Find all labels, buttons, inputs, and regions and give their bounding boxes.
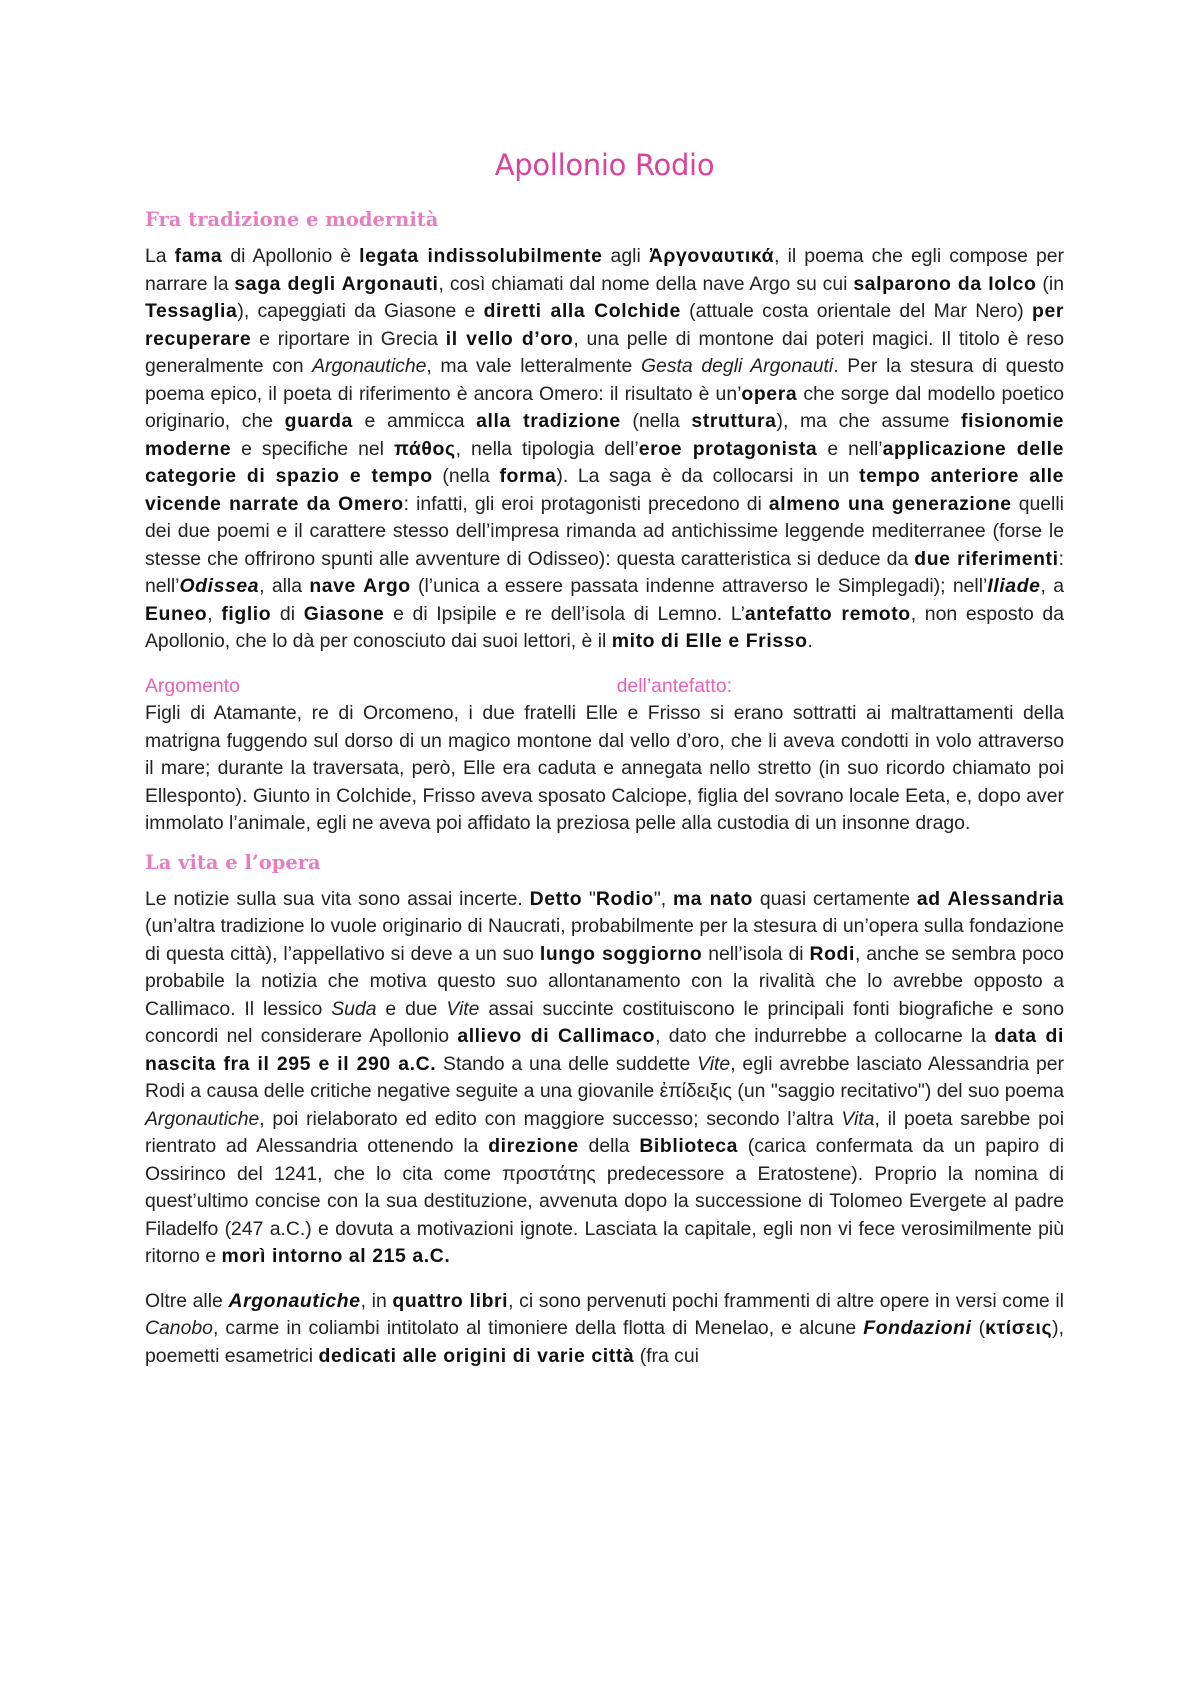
emphasis-text: direzione [488,1135,579,1157]
emphasis-text: salparono da Iolco [853,272,1037,295]
emphasis-text: data di nascita fra il 295 e il 290 a.C. [145,1025,1064,1075]
emphasis-text: tempo anteriore alle vicende narrate da Omero [145,465,1064,515]
emphasis-text: ma nato [672,887,753,910]
paragraph-opere [145,1288,1064,1371]
emphasis-text: Vita [841,1107,875,1130]
subheading-left: Argomento [145,674,240,697]
emphasis-text: Ἀργοναυτικά [648,245,775,267]
emphasis-text: due riferimenti [914,547,1059,570]
emphasis-text: Argonautiche [312,355,427,377]
subheading-right: dell’antefatto: [616,674,732,697]
emphasis-text: opera [741,382,798,405]
emphasis-text: Fondazioni [863,1317,972,1339]
emphasis-text: morì intorno al 215 a.C. [221,1245,451,1267]
body-text: , anche se sembra poco probabile la notizia che motiva questo suo allontanamento con la rivalità che lo avrebbe opposto a Callimaco. Il lessico [145,942,1064,1020]
emphasis-text: fisionomie moderne [145,410,1064,460]
body-text: (l’unica a essere passata indenne attraverso le Simplegadi); nell’ [410,575,988,597]
emphasis-text: Vite [697,1052,731,1075]
emphasis-text: Giasone [303,602,385,625]
emphasis-text: κτίσεις [985,1317,1053,1339]
emphasis-text: Argonautiche [228,1289,361,1312]
paragraph-vita [145,886,1064,1271]
emphasis-text: guarda [284,410,353,432]
emphasis-text: dedicati alle origini di varie città [318,1344,635,1367]
body-text: , il poema che egli compose per narrare la [145,245,1064,295]
body-text: nell’isola di [702,942,810,965]
emphasis-text: Rodi [809,942,855,965]
body-text: : infatti, gli eroi protagonisti precedono di [403,492,769,515]
emphasis-text: Euneo [145,602,208,625]
body-text: ), capeggiati da Giasone e [237,300,484,322]
body-text: e specifiche nel [231,437,394,460]
body-text: " [582,887,596,910]
emphasis-text: fama [174,245,223,267]
body-text: (in [1036,272,1064,295]
emphasis-text: saga degli Argonauti [234,272,439,295]
body-text: della [578,1135,640,1157]
body-text: (nella [432,465,500,487]
emphasis-text: Tessaglia [145,300,238,322]
body-text: , il poeta sarebbe poi rientrato ad Alessandria ottenendo la [145,1107,1065,1157]
body-text: e di Ipsipile e re dell’isola di Lemno. L’ [384,602,745,625]
body-text: : nell’ [145,547,1064,597]
emphasis-text: Argonautiche [145,1107,260,1130]
body-text: La [145,245,175,267]
emphasis-text: πάθος [394,437,456,460]
body-text: , così chiamati dal nome della nave Argo su cui [438,272,854,295]
section-heading-vita: La vita e l’opera [145,850,321,874]
emphasis-text: diretti alla Colchide [483,300,681,322]
body-text: , egli avrebbe lasciato Alessandria per Rodi a causa delle critiche negative seguite a una giovanile ἐπίδειξις (un "saggio recitativo") del suo poema [145,1052,1065,1102]
body-text: , poi rielaborato ed edito con maggiore successo; secondo l’altra [259,1107,842,1130]
section-heading-tradizione: Fra tradizione e modernità [145,208,439,231]
body-text: ). La saga è da collocarsi in un [556,465,860,487]
body-text: quelli dei due poemi e il carattere stesso dell’impresa rimanda ad antichissime leggende mediterranee (forse le stesse che offrirono spunti alle avventure di Odisseo): questa caratteristica si deduce da [145,492,1064,570]
emphasis-text: almeno una generazione [768,492,1012,515]
body-text: , ma vale letteralmente [426,355,641,377]
emphasis-text: nave Argo [309,575,411,597]
body-text: , carme in coliambi intitolato al timoniere della flotta di Menelao, e alcune [212,1317,864,1339]
body-text: , alla [259,575,310,597]
body-text: e riportare in Grecia [251,327,446,350]
subheading-antefatto [145,673,732,701]
body-text: . Per la stesura di questo poema epico, il poeta di riferimento è ancora Omero: il risultato è un’ [145,355,1065,405]
body-text: Le notizie sulla sua vita sono assai incerte. [145,887,530,910]
paragraph-antefatto [145,700,1064,838]
body-text: (un’altra tradizione lo vuole originario di Naucrati, probabilmente per la stesura di un’opera sulla fondazione di questa città), l’appellativo si deve a un suo [145,915,1064,965]
emphasis-text: struttura [691,410,777,432]
body-text: (fra cui [634,1344,699,1367]
body-text: che sorge dal modello poetico originario, che [145,382,1065,432]
emphasis-text: ad Alessandria [916,887,1064,910]
emphasis-text: Iliade [987,575,1041,597]
body-text: (nella [620,410,692,432]
body-text: agli [602,245,649,267]
paragraph-fama [145,243,1064,656]
emphasis-text: alla tradizione [476,410,621,432]
body-text: , nella tipologia dell’ [455,437,639,460]
emphasis-text: lungo soggiorno [539,942,703,965]
body-text: e ammicca [352,410,477,432]
emphasis-text: il vello d’oro [445,327,574,350]
emphasis-text: per recuperare [145,300,1065,350]
body-text: (attuale costa orientale del Mar Nero) [680,300,1033,322]
emphasis-text: figlio [221,602,272,625]
emphasis-text: Suda [331,997,377,1020]
body-text: ), poemetti esametrici [145,1317,1064,1367]
body-text: Figli di Atamante, re di Orcomeno, i due fratelli Elle e Frisso si erano sottratti ai maltrattamenti della matrigna fuggendo sul dorso di un magico montone dal vello d’oro, che li aveva condotti in volo attraverso il mare; durante la traversata, però, Elle era caduta e annegata nello stretto (in suo ricordo chiamato poi Ellesponto). Giunto in Colchide, Frisso aveva sposato Calciope, figlia del sovrano locale Eeta, e, dopo aver immolato l’animale, egli ne aveva poi affidato la preziosa pelle alla custodia di un insonne drago. [145,702,1064,834]
body-text: , [207,602,222,625]
body-text: , in [360,1289,393,1312]
emphasis-text: forma [499,465,557,487]
body-text: . [807,630,813,652]
body-text: di Apollonio è [222,245,360,267]
body-text: di [271,602,304,625]
body-text: assai succinte costituiscono le principali fonti biografiche e sono concordi nel considerare Apollonio [145,997,1064,1047]
emphasis-text: Gesta degli Argonauti [640,355,834,377]
emphasis-text: applicazione delle categorie di spazio e tempo [145,437,1064,487]
emphasis-text: Canobo [145,1317,213,1339]
emphasis-text: quattro libri [392,1289,509,1312]
emphasis-text: legata indissolubilmente [359,245,603,267]
emphasis-text: eroe protagonista [638,437,818,460]
body-text: (carica confermata da un papiro di Ossirinco del 1241, che lo cita come προστάτης predecessore a Eratostene). Proprio la nomina di quest’ultimo concise con la sua destituzione, avvenuta dopo la successione di Tolomeo Evergete al padre Filadelfo (247 a.C.) e dovuta a motivazioni ignote. Lasciata la capitale, egli non vi fece verosimilmente più ritorno e [145,1135,1065,1267]
emphasis-text: Detto [529,887,583,910]
body-text: , a [1040,575,1064,597]
body-text: quasi certamente [752,887,917,910]
body-text: ( [971,1317,986,1339]
body-text: e nell’ [817,437,883,460]
document-title: Apollonio Rodio [494,148,715,182]
body-text: , dato che indurrebbe a collocarne la [655,1025,995,1047]
body-text: , una pelle di montone dai poteri magici. Il titolo è reso generalmente con [145,327,1064,377]
body-text: e due [376,997,447,1020]
emphasis-text: Rodio [595,887,654,910]
emphasis-text: allievo di Callimaco [457,1025,656,1047]
emphasis-text: antefatto remoto [744,602,911,625]
body-text: , ci sono pervenuti pochi frammenti di altre opere in versi come il [508,1289,1064,1312]
emphasis-text: Biblioteca [639,1135,738,1157]
emphasis-text: Odissea [179,575,260,597]
emphasis-text: Vite [446,997,480,1020]
body-text: Stando a una delle suddette [436,1052,698,1075]
emphasis-text: mito di Elle e Frisso [611,630,808,652]
body-text: ), ma che assume [776,410,962,432]
body-text: , non esposto da Apollonio, che lo dà per conosciuto dai suoi lettori, è il [145,602,1064,652]
body-text: Oltre alle [145,1289,229,1312]
body-text: ", [653,887,673,910]
